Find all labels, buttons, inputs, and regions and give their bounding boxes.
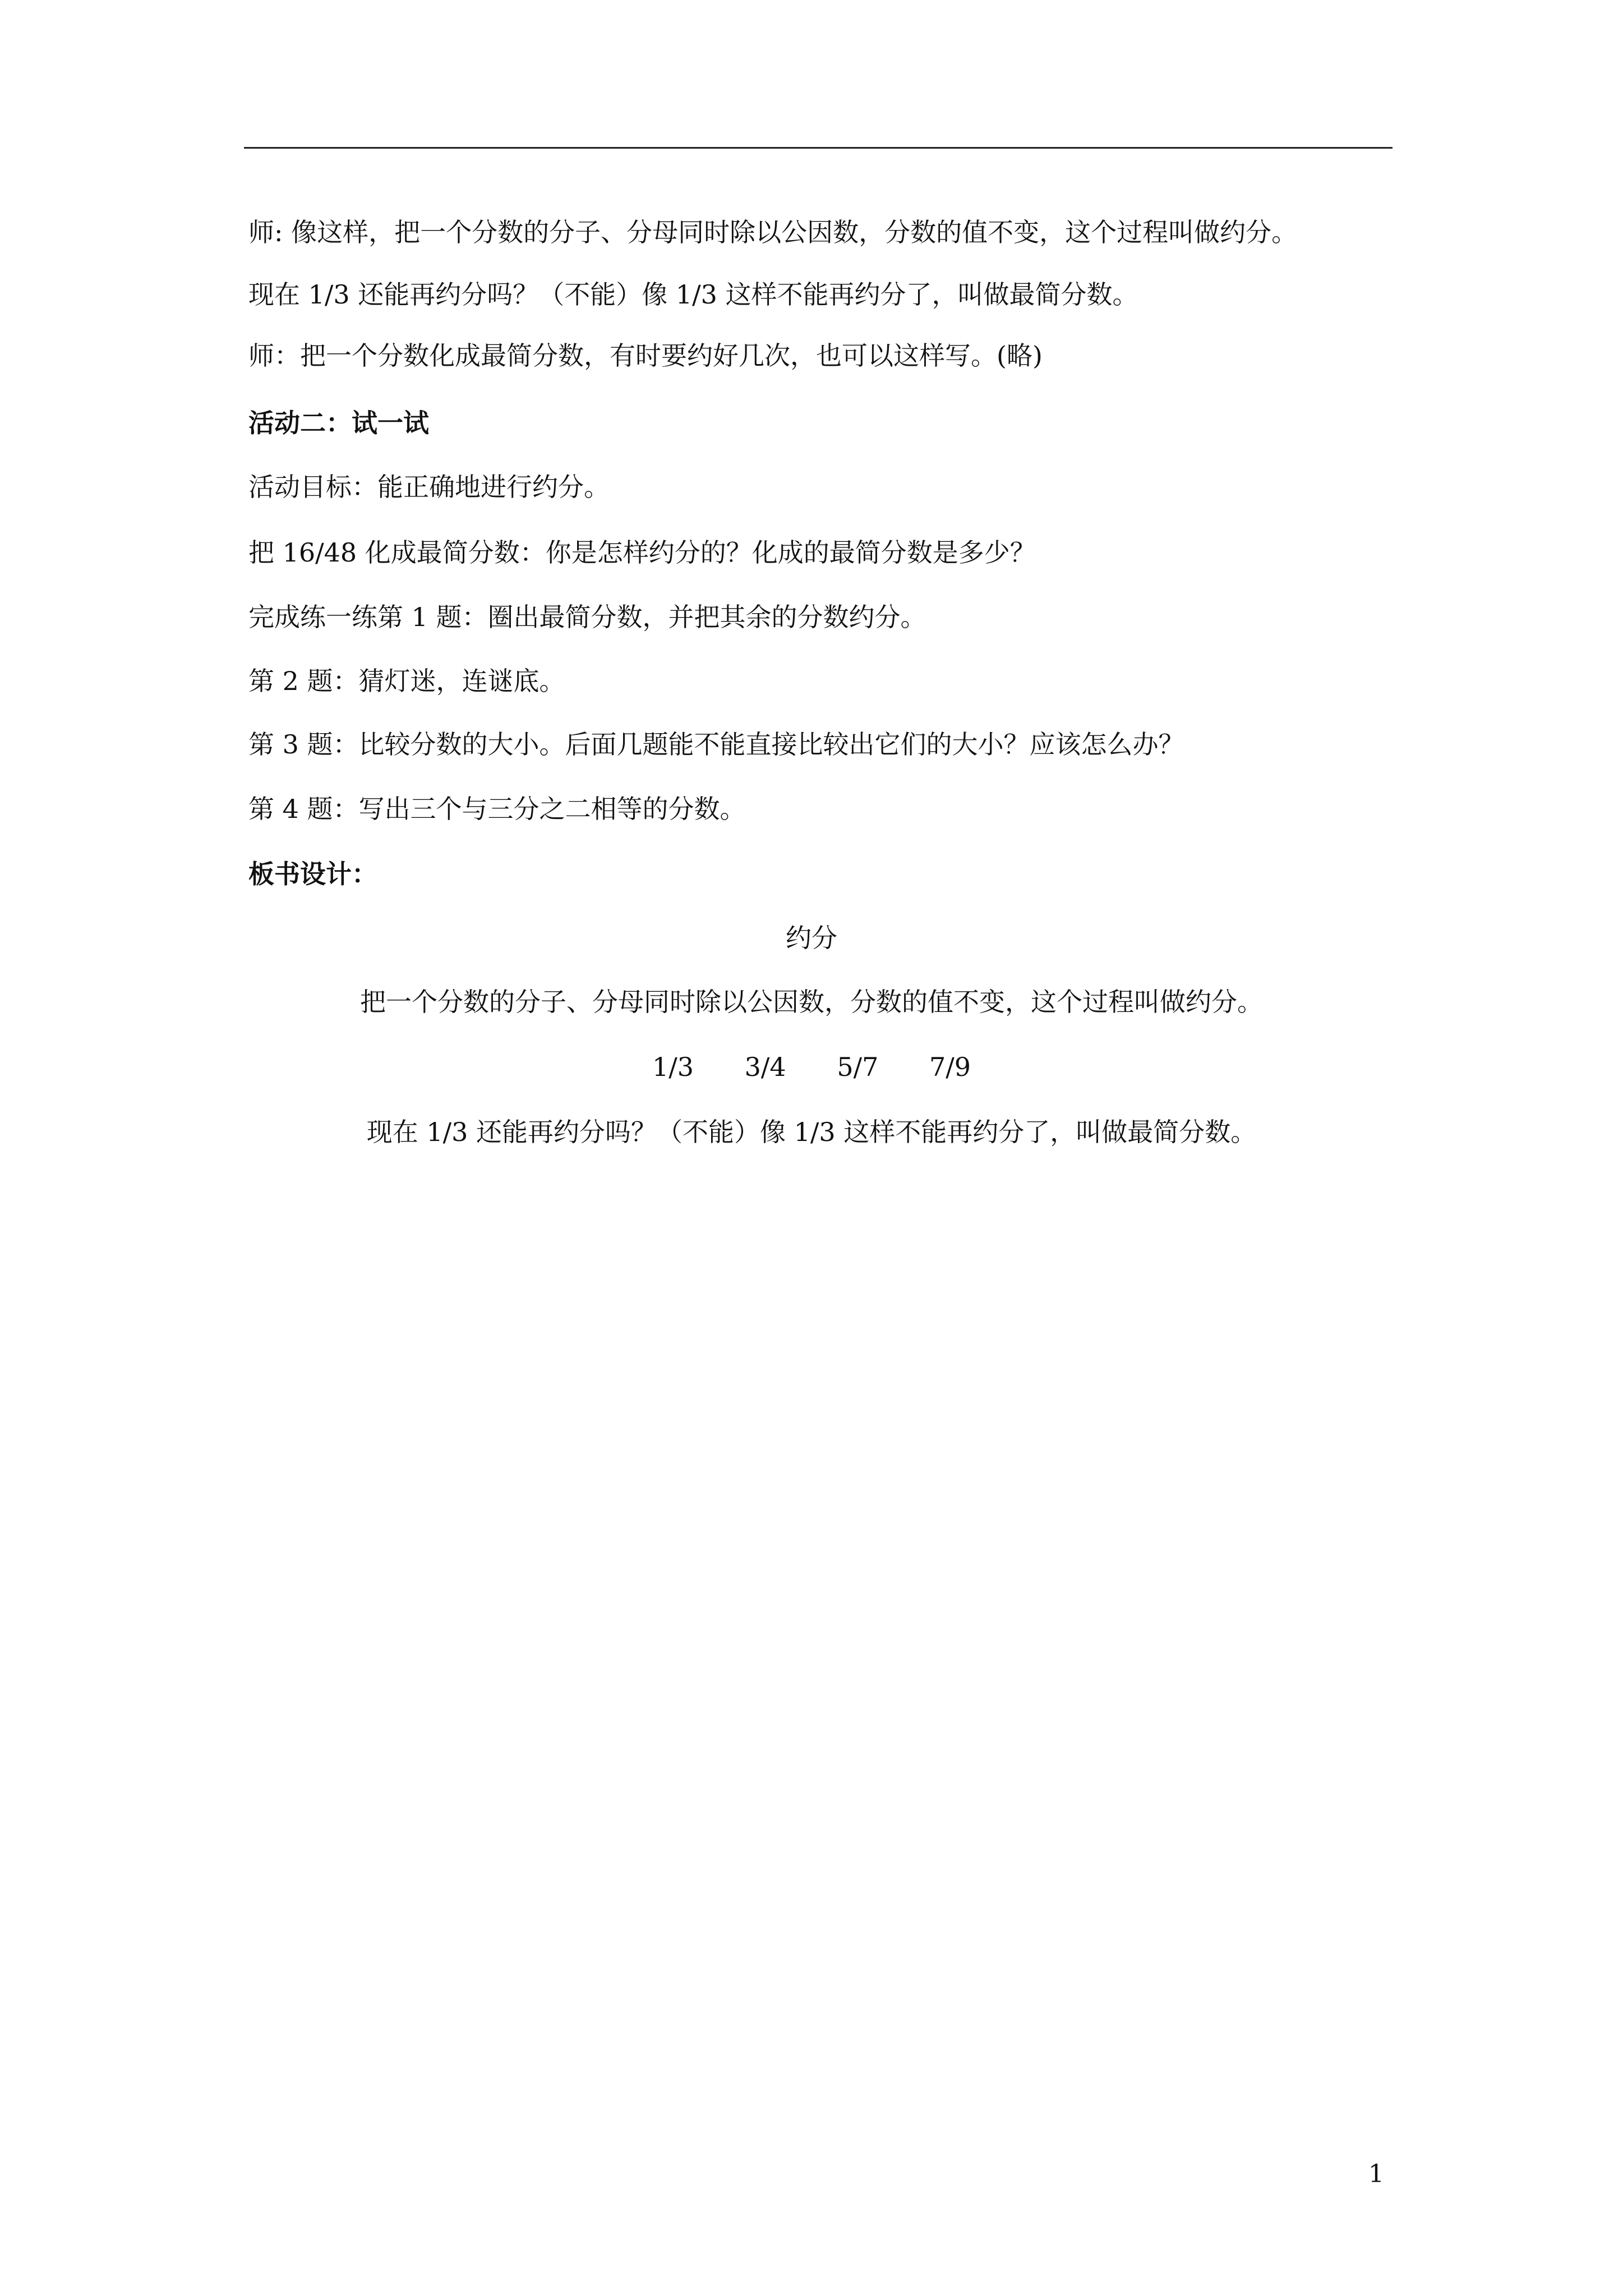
board-title: 约分 bbox=[786, 923, 837, 953]
paragraph-1: 师: 像这样，把一个分数的分子、分母同时除以公因数，分数的值不变，这个过程叫做约分。 bbox=[248, 217, 1298, 247]
board-note: 现在 1/3 还能再约分吗？（不能）像 1/3 这样不能再约分了，叫做最简分数。 bbox=[366, 1117, 1257, 1147]
activity-goal: 活动目标：能正确地进行约分。 bbox=[248, 472, 610, 502]
activity-line-2: 把 16/48 化成最简分数：你是怎样约分的？化成的最简分数是多少？ bbox=[248, 537, 1036, 568]
board-definition: 把一个分数的分子、分母同时除以公因数，分数的值不变，这个过程叫做约分。 bbox=[360, 987, 1263, 1017]
board-fractions bbox=[0, 1050, 1623, 1084]
activity-line-6: 第 4 题：写出三个与三分之二相等的分数。 bbox=[248, 794, 746, 824]
activity-line-5: 第 3 题：比较分数的大小。后面几题能不能直接比较出它们的大小？应该怎么办？ bbox=[248, 729, 1184, 760]
fraction-4: 7/9 bbox=[929, 1052, 971, 1082]
fraction-2: 3/4 bbox=[744, 1052, 786, 1082]
activity-heading: 活动二：试一试 bbox=[248, 408, 429, 438]
board-heading: 板书设计： bbox=[248, 859, 377, 889]
paragraph-2: 现在 1/3 还能再约分吗？（不能）像 1/3 这样不能再约分了，叫做最简分数。 bbox=[248, 279, 1138, 310]
paragraph-3: 师：把一个分数化成最简分数，有时要约好几次，也可以这样写。(略) bbox=[248, 341, 1043, 371]
fraction-1: 1/3 bbox=[652, 1052, 694, 1082]
activity-line-3: 完成练一练第 1 题：圈出最简分数，并把其余的分数约分。 bbox=[248, 602, 926, 632]
fraction-3: 5/7 bbox=[837, 1052, 879, 1082]
header-rule bbox=[244, 147, 1393, 149]
page-number: 1 bbox=[1368, 2160, 1384, 2188]
activity-line-4: 第 2 题：猜灯迷，连谜底。 bbox=[248, 666, 565, 696]
